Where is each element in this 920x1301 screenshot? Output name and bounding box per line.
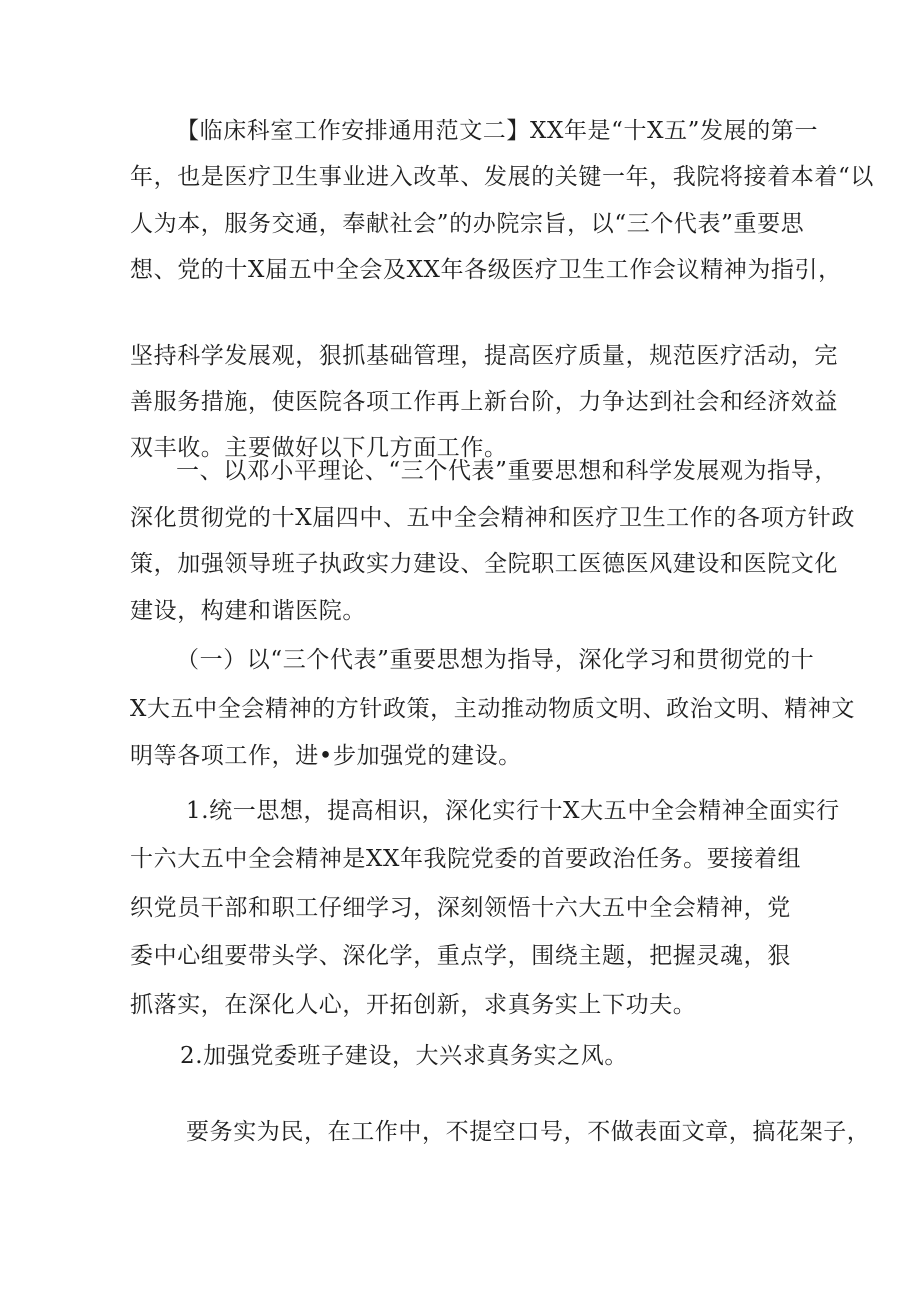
item-one-line: 1.统一思想，提高相识，深化实行十X大五中全会精神全面实行 bbox=[186, 798, 840, 824]
intro-paragraph-line: 善服务措施，使医院各项工作再上新台阶，力争达到社会和经济效益 bbox=[130, 389, 838, 415]
section-one-line: 深化贯彻党的十X届四中、五中全会精神和医疗卫生工作的各项方针政 bbox=[130, 505, 855, 531]
intro-paragraph-line: 坚持科学发展观，狠抓基础管理，提高医疗质量，规范医疗活动，完 bbox=[130, 343, 838, 369]
item-one-line: 十六大五中全会精神是XX年我院党委的首要政治任务。要接着组 bbox=[130, 846, 802, 872]
intro-paragraph-line: 【临床科室工作安排通用范文二】XX年是“十X五”发展的第一 bbox=[176, 118, 819, 144]
item-one-line: 抓落实，在深化人心，开拓创新，求真务实上下功夫。 bbox=[130, 992, 697, 1018]
intro-paragraph-line: 年，也是医疗卫生事业进入改革、发展的关键一年，我院将接着本着“以 bbox=[130, 164, 874, 190]
intro-paragraph-line: 想、党的十X届五中全会及XX年各级医疗卫生工作会议精神为指引， bbox=[130, 257, 842, 283]
section-one-line: 一、以邓小平理论、“三个代表”重要思想和科学发展观为指导， bbox=[176, 458, 838, 484]
intro-paragraph-line: 人为本，服务交通，奉献社会”的办院宗旨，以“三个代表”重要思 bbox=[130, 211, 805, 237]
section-one-line: 建设，构建和谐医院。 bbox=[130, 598, 366, 624]
subsection-one-line: 明等各项工作，进•步加强党的建设。 bbox=[130, 743, 522, 769]
intro-paragraph-line: 双丰收。主要做好以下几方面工作。 bbox=[130, 435, 508, 461]
closing-paragraph-line: 要务实为民，在工作中，不提空口号，不做表面文章，搞花架子， bbox=[186, 1119, 871, 1145]
item-one-line: 委中心组要带头学、深化学，重点学，围绕主题，把握灵魂，狠 bbox=[130, 943, 791, 969]
subsection-one-line: X大五中全会精神的方针政策，主动推动物质文明、政治文明、精神文 bbox=[130, 696, 855, 722]
subsection-one-line: （一）以“三个代表”重要思想为指导，深化学习和贯彻党的十 bbox=[176, 647, 815, 673]
section-one-line: 策，加强领导班子执政实力建设、全院职工医德医风建设和医院文化 bbox=[130, 551, 838, 577]
item-two-line: 2.加强党委班子建设，大兴求真务实之风。 bbox=[180, 1043, 628, 1069]
item-one-line: 织党员干部和职工仔细学习，深刻领悟十六大五中全会精神，党 bbox=[130, 895, 791, 921]
